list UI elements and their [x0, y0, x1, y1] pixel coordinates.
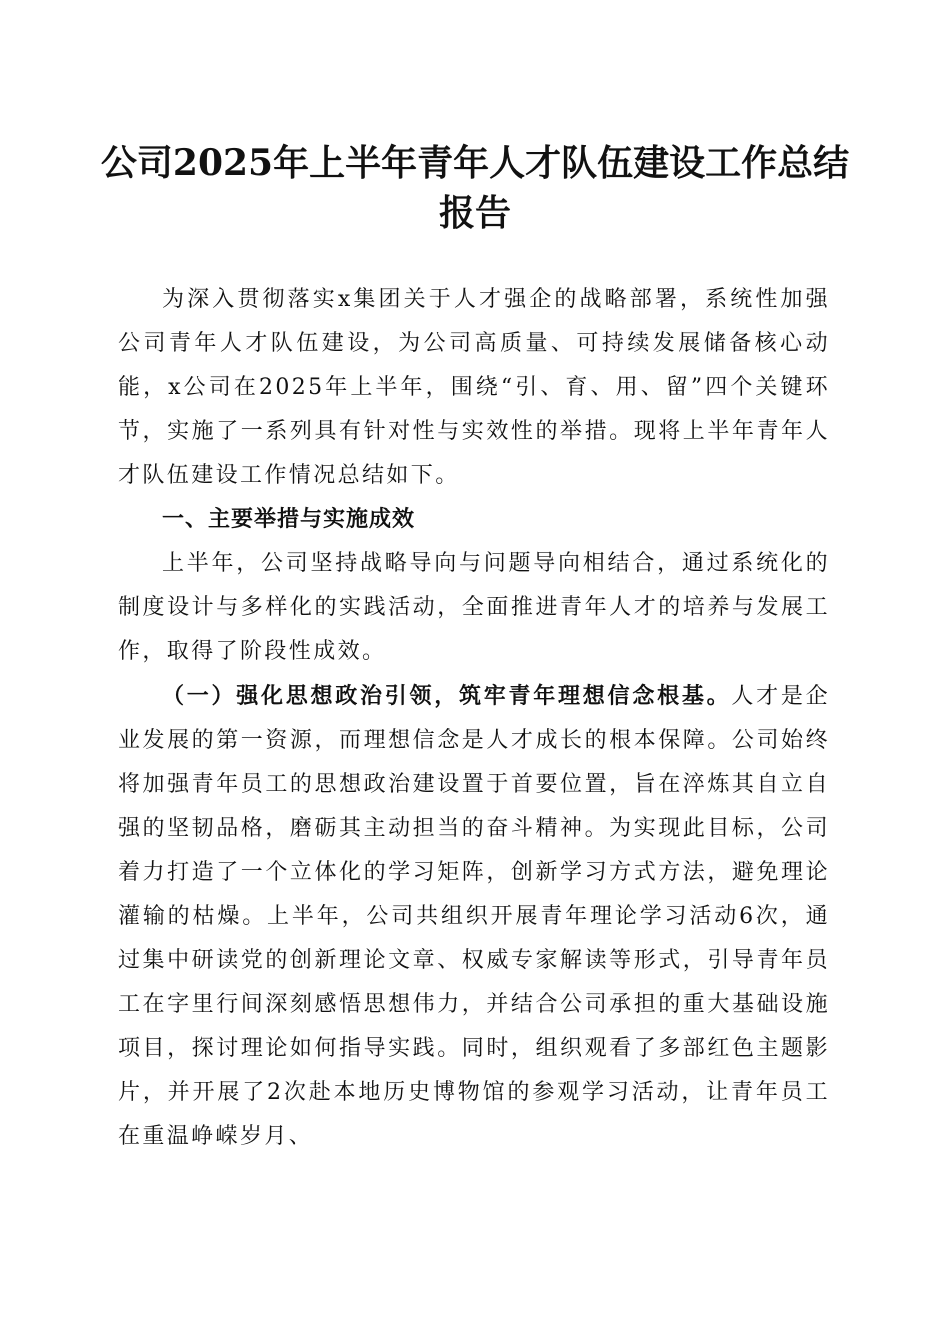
- section-intro-paragraph: 上半年，公司坚持战略导向与问题导向相结合，通过系统化的制度设计与多样化的实践活动，全面推进青年人才的培养与发展工作，取得了阶段性成效。: [118, 551, 830, 664]
- document-title: 公司2025年上半年青年人才队伍建设工作总结报告: [100, 142, 850, 234]
- intro-paragraph: 为深入贯彻落实x集团关于人才强企的战略部署，系统性加强公司青年人才队伍建设，为公司高质量、可持续发展储备核心动能，x公司在2025年上半年，围绕“引、育、用、留”四个关键环节，实施了一系列具有针对性与实效性的举措。现将上半年青年人才队伍建设工作情况总结如下。: [118, 287, 830, 488]
- subsection-lead: （一）强化思想政治引领，筑牢青年理想信念根基。: [162, 683, 732, 709]
- section-heading: 一、主要举措与实施成效: [162, 507, 416, 532]
- subsection-paragraph: [118, 674, 830, 1159]
- document-body: [118, 278, 830, 1159]
- subsection-text: 人才是企业发展的第一资源，而理想信念是人才成长的根本保障。公司始终将加强青年员工的思想政治建设置于首要位置，旨在淬炼其自立自强的坚韧品格，磨砺其主动担当的奋斗精神。为实现此目标，公司着力打造了一个立体化的学习矩阵，创新学习方式方法，避免理论灌输的枯燥。上半年，公司共组织开展青年理论学习活动6次，通过集中研读党的创新理论文章、权威专家解读等形式，引导青年员工在字里行间深刻感悟思想伟力，并结合公司承担的重大基础设施项目，探讨理论如何指导实践。同时，组织观看了多部红色主题影片，并开展了2次赴本地历史博物馆的参观学习活动，让青年员工在重温峥嵘岁月、: [118, 684, 831, 1149]
